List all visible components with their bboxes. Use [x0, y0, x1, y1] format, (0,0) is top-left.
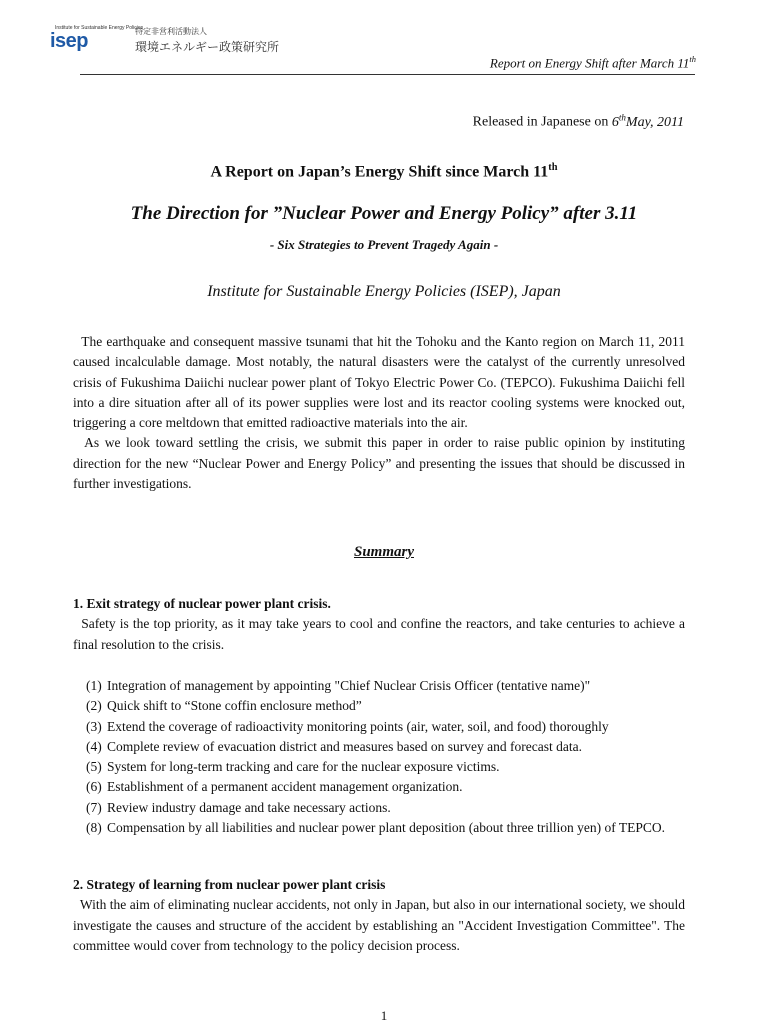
report-tagline: - Six Strategies to Prevent Tragedy Again -: [269, 237, 499, 252]
institute-name: Institute for Sustainable Energy Policies (ISEP), Japan: [207, 283, 561, 300]
list-item: (4) Complete review of evacuation district and measures based on survey and forecast data.: [86, 738, 582, 754]
release-date: Released in Japanese on 6thMay, 2011: [472, 112, 684, 130]
section-1-list: [86, 676, 688, 838]
header-rule: [80, 74, 695, 75]
list-item: (7) Review industry damage and take necessary actions.: [86, 799, 391, 815]
report-subtitle: The Direction for ”Nuclear Power and Energy Policy” after 3.11: [130, 203, 638, 224]
logo-mark: isep: [50, 30, 89, 52]
list-item: (3) Extend the coverage of radioactivity monitoring points (air, water, soil, and food) thoroughly: [86, 718, 609, 734]
page-number: 1: [380, 1008, 388, 1023]
section-1: [73, 594, 685, 655]
intro-section: [73, 332, 685, 494]
list-item: (6) Establishment of a permanent accident management organization.: [86, 779, 463, 795]
section-2-heading: 2. Strategy of learning from nuclear power plant crisis: [73, 877, 386, 892]
logo-english-text: Institute for Sustainable Energy Policies: [55, 25, 144, 31]
section-1-body: Safety is the top priority, as it may take years to cool and confine the reactors, and take centuries to achieve a final resolution to the crisis.: [73, 616, 686, 652]
running-head: Report on Energy Shift after March 11th: [489, 54, 696, 71]
isep-logo: [50, 22, 290, 52]
section-2: [73, 875, 685, 956]
section-2-body: With the aim of eliminating nuclear accidents, not only in Japan, but also in our international society, we should investigate the causes and structure of the accident by establishing an "Accident Investigation Committee". The committee would cover from technology to the policy decision process.: [73, 897, 686, 953]
intro-paragraph-1: The earthquake and consequent massive tsunami that hit the Tohoku and the Kanto region on March 11, 2011 caused incalculable damage. Most notably, the natural disasters were the catalyst of the currently unresolved crisis of Fukushima Daiichi nuclear power plant of Tokyo Electric Power Co. (TEPCO). Fukushima Daiichi fell into a dire situation after all of its power supplies were lost and its reactor cooling systems were knocked out, triggering a core meltdown that emitted radioactive materials into the air.: [73, 334, 685, 431]
section-1-heading: 1. Exit strategy of nuclear power plant crisis.: [73, 596, 331, 611]
logo-japanese-large: 環境エネルギー政策研究所: [135, 40, 280, 54]
list-item: (1) Integration of management by appointing "Chief Nuclear Crisis Officer (tentative name)": [86, 678, 591, 693]
report-title: A Report on Japan’s Energy Shift since March 11th: [210, 162, 558, 181]
list-item: (5) System for long-term tracking and care for the nuclear exposure victims.: [86, 759, 500, 775]
list-item: (8) Compensation by all liabilities and nuclear power plant deposition (about three trillion yen) of TEPCO.: [86, 820, 666, 836]
logo-japanese-small: 特定非営利活動法人: [135, 27, 207, 36]
list-item: (2) Quick shift to “Stone coffin enclosure method”: [86, 698, 362, 714]
summary-heading: Summary: [353, 544, 414, 560]
intro-paragraph-2: As we look toward settling the crisis, we submit this paper in order to raise public opinion by instituting direction for the new “Nuclear Power and Energy Policy” and presenting the issues that should be discussed in further investigations.: [73, 435, 685, 492]
